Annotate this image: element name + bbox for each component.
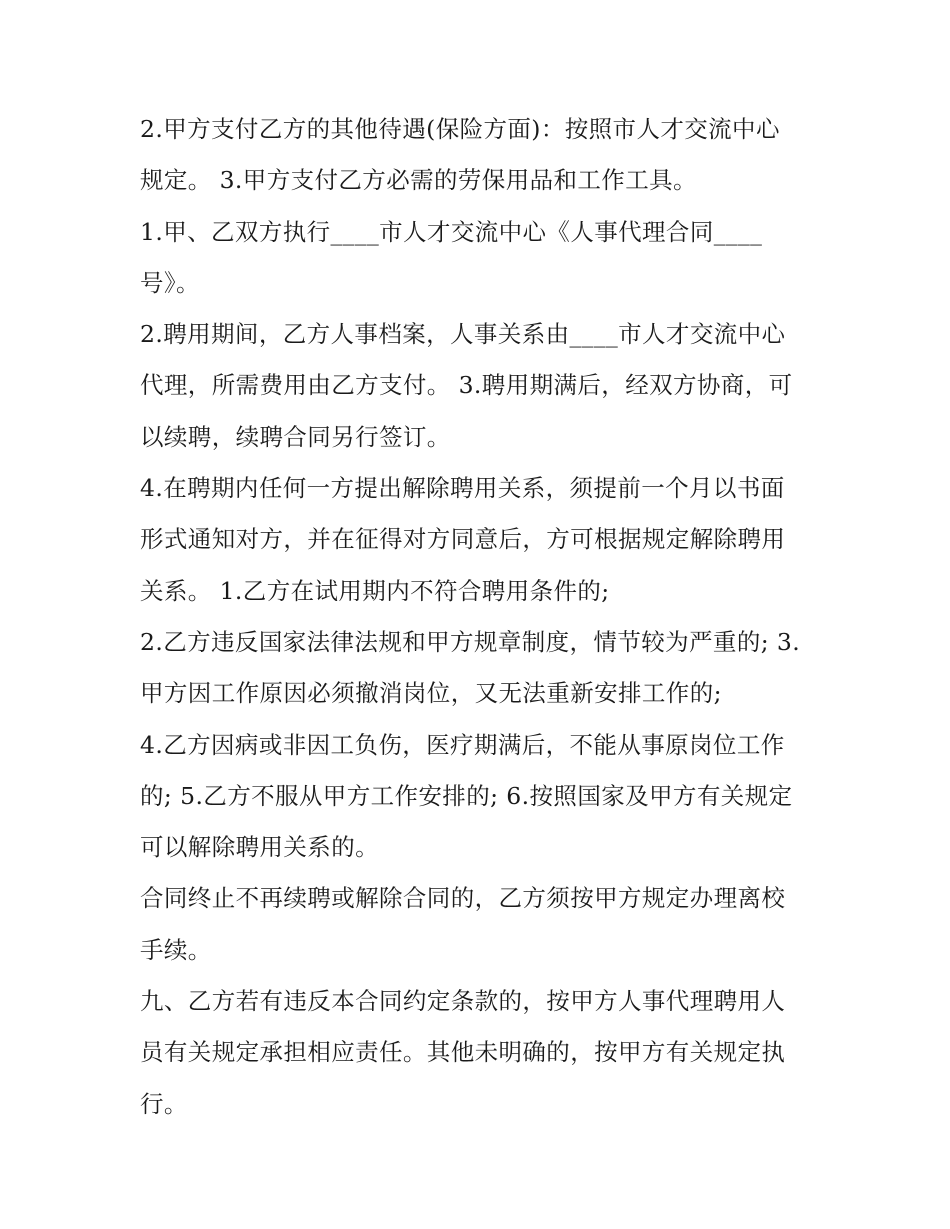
paragraph-violation: 2.乙方违反国家法律法规和甲方规章制度，情节较为严重的; 3. 甲方因工作原因必须撤消岗位，又无法重新安排工作的; (140, 627, 801, 708)
paragraph-illness: 4.乙方因病或非因工负伤，医疗期满后，不能从事原岗位工作 的; 5.乙方不服从甲方工作安排的; 6.按照国家及甲方有关规定 可以解除聘用关系的。 (140, 730, 793, 862)
paragraph-benefits: 2.甲方支付乙方的其他待遇(保险方面)：按照市人才交流中心 规定。 3.甲方支付乙方必需的劳保用品和工作工具。 (140, 115, 780, 195)
paragraph-personnel-files: 2.聘用期间，乙方人事档案，人事关系由____市人才交流中心 代理，所需费用由乙方支付。 3.聘用期满后，经双方协商，可 以续聘，续聘合同另行签订。 (140, 320, 793, 451)
document-body (140, 104, 810, 1130)
paragraph-leaving-procedures: 合同终止不再续聘或解除合同的，乙方须按甲方规定办理离校 手续。 (140, 884, 786, 964)
paragraph-contract-execution: 1.甲、乙双方执行____市人才交流中心《人事代理合同____ 号》。 (140, 217, 763, 297)
paragraph-liability: 九、乙方若有违反本合同约定条款的，按甲方人事代理聘用人 员有关规定承担相应责任。其他未明确的，按甲方有关规定执 行。 (140, 987, 786, 1118)
paragraph-termination-notice: 4.在聘期内任何一方提出解除聘用关系，须提前一个月以书面 形式通知对方，并在征得对方同意后，方可根据规定解除聘用 关系。 1.乙方在试用期内不符合聘用条件的; (140, 474, 786, 605)
